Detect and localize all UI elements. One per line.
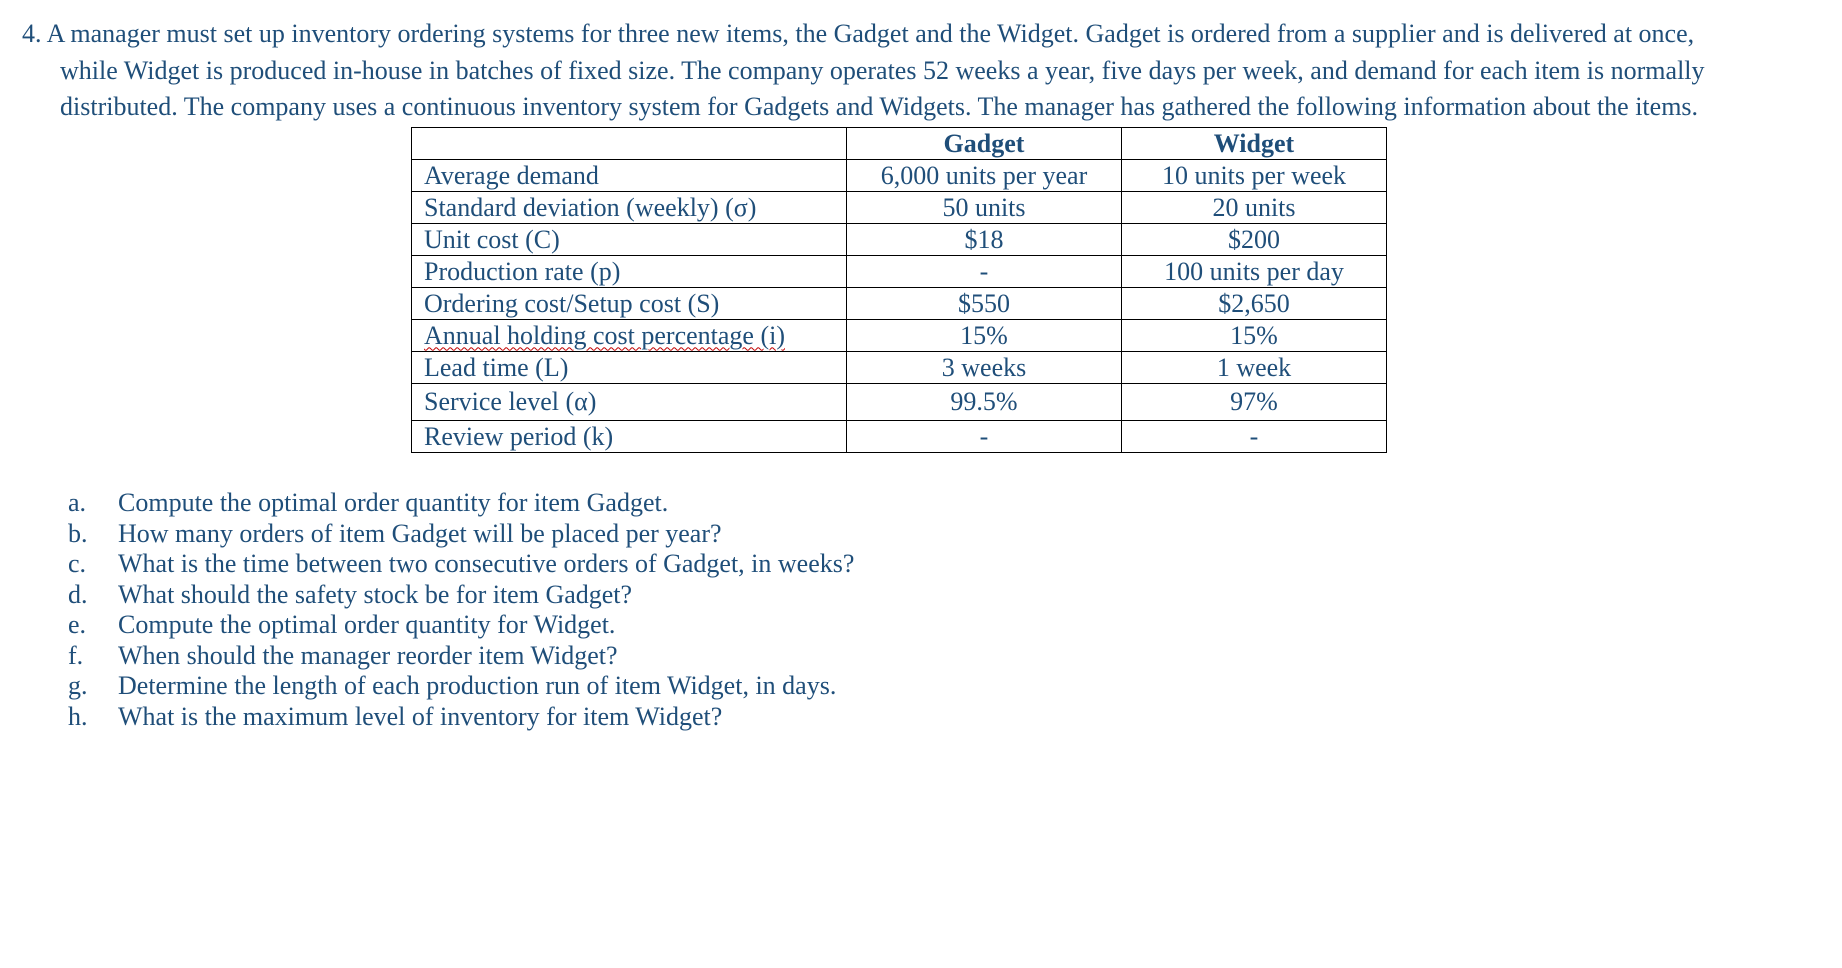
table-header-row bbox=[412, 128, 1387, 160]
gadget-value: $18 bbox=[847, 224, 1122, 256]
list-item bbox=[0, 610, 854, 641]
row-label: Service level (α) bbox=[412, 384, 847, 421]
list-item bbox=[0, 671, 854, 702]
row-label: Review period (k) bbox=[412, 421, 847, 453]
header-blank bbox=[412, 128, 847, 160]
gadget-value: 3 weeks bbox=[847, 352, 1122, 384]
widget-value: 15% bbox=[1122, 320, 1387, 352]
problem-line-3: distributed. The company uses a continuous inventory system for Gadgets and Widgets. The manager has gathered the following information about the items. bbox=[60, 92, 1699, 121]
question-text: Determine the length of each production run of item Widget, in days. bbox=[118, 671, 837, 700]
table-row bbox=[412, 352, 1387, 384]
header-gadget: Gadget bbox=[847, 128, 1122, 160]
widget-value: - bbox=[1122, 421, 1387, 453]
question-text: What is the time between two consecutive orders of Gadget, in weeks? bbox=[118, 549, 855, 578]
question-marker: b. bbox=[68, 518, 88, 548]
row-label: Lead time (L) bbox=[412, 352, 847, 384]
row-label: Ordering cost/Setup cost (S) bbox=[412, 288, 847, 320]
list-item bbox=[0, 488, 854, 519]
problem-line-1: 4. A manager must set up inventory ordering systems for three new items, the Gadget and the Widget. Gadget is ordered from a supplier and is delivered at once, bbox=[22, 19, 1695, 48]
item-data-table bbox=[411, 127, 1387, 453]
gadget-value: 99.5% bbox=[847, 384, 1122, 421]
widget-value: 97% bbox=[1122, 384, 1387, 421]
row-label-text: Annual holding cost percentage (i) bbox=[424, 320, 785, 350]
problem-statement bbox=[22, 16, 1812, 126]
row-label bbox=[412, 320, 847, 352]
question-marker: a. bbox=[68, 488, 87, 517]
row-label: Production rate (p) bbox=[412, 256, 847, 288]
question-marker: f. bbox=[68, 640, 84, 670]
question-text: How many orders of item Gadget will be placed per year? bbox=[118, 518, 722, 548]
list-item bbox=[0, 549, 854, 580]
table-row bbox=[412, 160, 1387, 192]
gadget-value: 15% bbox=[847, 320, 1122, 352]
question-text: When should the manager reorder item Widget? bbox=[118, 640, 618, 670]
table-row bbox=[412, 384, 1387, 421]
question-marker: h. bbox=[68, 701, 88, 731]
question-text: Compute the optimal order quantity for item Gadget. bbox=[118, 488, 669, 517]
gadget-value: 50 units bbox=[847, 192, 1122, 224]
widget-value: 1 week bbox=[1122, 352, 1387, 384]
question-text: Compute the optimal order quantity for Widget. bbox=[118, 610, 616, 639]
question-marker: d. bbox=[68, 579, 88, 609]
table-row bbox=[412, 421, 1387, 453]
gadget-value: $550 bbox=[847, 288, 1122, 320]
gadget-value: - bbox=[847, 256, 1122, 288]
gadget-value: - bbox=[847, 421, 1122, 453]
problem-line-2: while Widget is produced in-house in batches of fixed size. The company operates 52 weeks a year, five days per week, and demand for each item is normally bbox=[60, 55, 1705, 85]
widget-value: $2,650 bbox=[1122, 288, 1387, 320]
question-marker: c. bbox=[68, 549, 87, 578]
list-item bbox=[0, 641, 854, 672]
question-marker: g. bbox=[68, 671, 88, 700]
question-list bbox=[0, 488, 854, 732]
widget-value: $200 bbox=[1122, 224, 1387, 256]
question-text: What should the safety stock be for item Gadget? bbox=[118, 579, 633, 609]
widget-value: 100 units per day bbox=[1122, 256, 1387, 288]
row-label: Standard deviation (weekly) (σ) bbox=[412, 192, 847, 224]
widget-value: 20 units bbox=[1122, 192, 1387, 224]
table-row bbox=[412, 320, 1387, 352]
table-row bbox=[412, 288, 1387, 320]
table-row bbox=[412, 256, 1387, 288]
question-marker: e. bbox=[68, 610, 87, 639]
list-item bbox=[0, 519, 854, 550]
row-label: Average demand bbox=[412, 160, 847, 192]
widget-value: 10 units per week bbox=[1122, 160, 1387, 192]
list-item bbox=[0, 702, 854, 733]
table-row bbox=[412, 224, 1387, 256]
row-label: Unit cost (C) bbox=[412, 224, 847, 256]
question-text: What is the maximum level of inventory for item Widget? bbox=[118, 701, 723, 731]
header-widget: Widget bbox=[1122, 128, 1387, 160]
table-row bbox=[412, 192, 1387, 224]
gadget-value: 6,000 units per year bbox=[847, 160, 1122, 192]
list-item bbox=[0, 580, 854, 611]
